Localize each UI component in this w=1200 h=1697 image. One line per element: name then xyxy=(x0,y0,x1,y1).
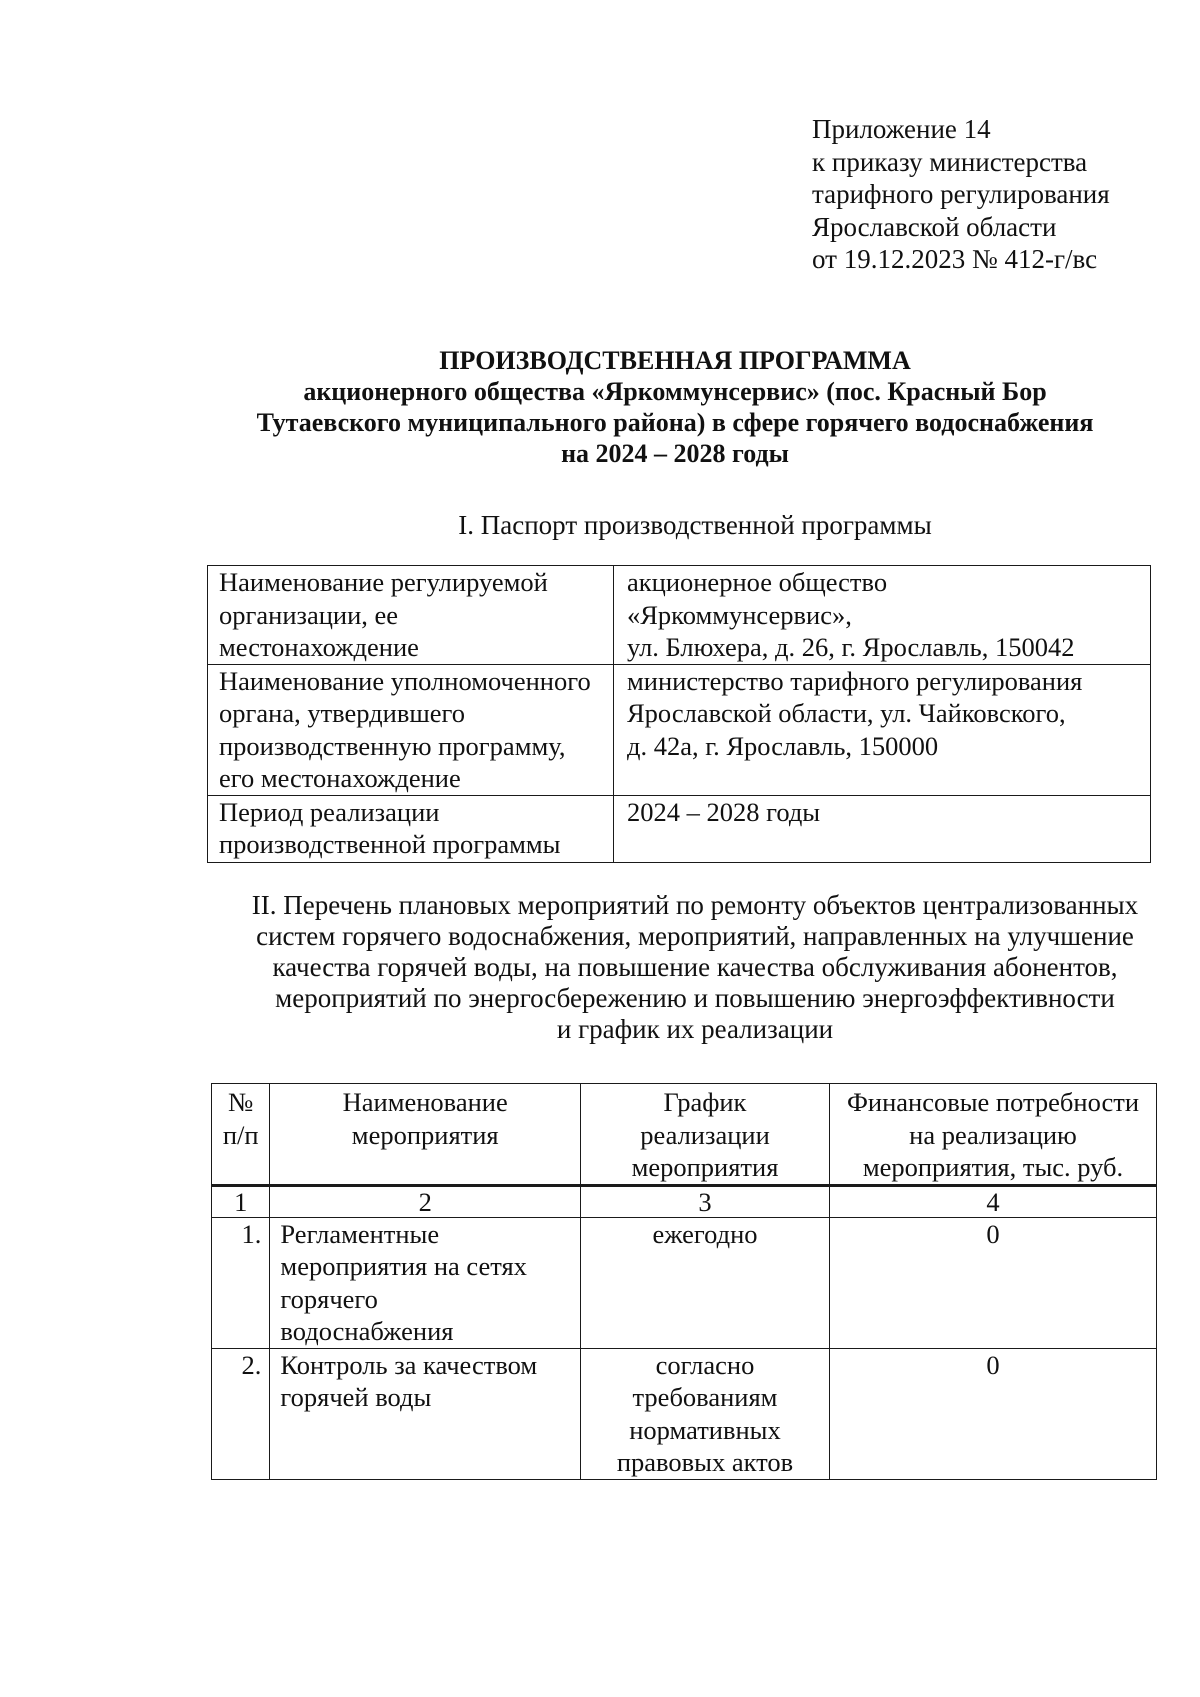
cell-line: его местонахождение xyxy=(219,763,461,793)
cell-line: мероприятия xyxy=(351,1119,499,1150)
column-header-schedule xyxy=(580,1084,829,1186)
cell-line: Наименование уполномоченного xyxy=(219,665,591,696)
column-header-number xyxy=(212,1084,270,1186)
column-number-cell: 2 xyxy=(270,1185,581,1217)
cell-line: акционерное общество xyxy=(627,567,888,597)
cell-line: № xyxy=(228,1087,254,1117)
section-2-heading xyxy=(195,890,1195,1045)
annex-line: к приказу министерства xyxy=(812,146,1088,177)
cell-line: производственной программы xyxy=(219,829,561,859)
column-number-cell: 1 xyxy=(212,1185,270,1217)
table-row xyxy=(208,795,1151,862)
cell-line: Ярославской области, ул. Чайковского, xyxy=(627,698,1066,728)
cell-line: организации, ее xyxy=(219,599,399,630)
passport-label-cell xyxy=(208,664,614,795)
cell-line: Период реализации xyxy=(219,796,440,827)
row-number-cell: 1. xyxy=(212,1217,270,1348)
table-row xyxy=(212,1217,1157,1348)
cell-line: Регламентные xyxy=(280,1218,440,1249)
column-number-cell: 4 xyxy=(830,1185,1157,1217)
section-heading-line: и график их реализации xyxy=(556,1014,834,1044)
title-line: на 2024 – 2028 годы xyxy=(561,439,789,468)
financing-cell: 0 xyxy=(830,1348,1157,1479)
column-header-financing xyxy=(830,1084,1157,1186)
cell-line: «Яркоммунсервис», xyxy=(627,599,852,630)
cell-line: 2024 – 2028 годы xyxy=(627,796,821,827)
passport-value-cell xyxy=(614,664,1151,795)
section-heading-line: II. Перечень плановых мероприятий по ремонту объектов централизованных xyxy=(251,890,1139,920)
table-row xyxy=(208,566,1151,665)
passport-label-cell xyxy=(208,566,614,665)
cell-line: горячего xyxy=(280,1283,378,1314)
cell-line: правовых актов xyxy=(616,1447,794,1477)
title-line: Тутаевского муниципального района) в сфере горячего водоснабжения xyxy=(256,408,1094,437)
cell-line: Финансовые потребности xyxy=(846,1087,1140,1117)
annex-line: тарифного регулирования xyxy=(812,179,1110,209)
cell-line: ул. Блюхера, д. 26, г. Ярославль, 150042 xyxy=(627,632,1075,662)
table-row xyxy=(212,1348,1157,1479)
financing-cell: 0 xyxy=(830,1217,1157,1348)
column-header-activity xyxy=(270,1084,581,1186)
cell-line: требованиям xyxy=(632,1382,778,1412)
cell-line: д. 42а, г. Ярославль, 150000 xyxy=(627,730,939,761)
cell-line: мероприятия на сетях xyxy=(280,1251,527,1281)
section-1-heading xyxy=(195,510,1195,541)
cell-line: Контроль за качеством xyxy=(280,1349,538,1380)
section-heading-line: систем горячего водоснабжения, мероприятий, направленных на улучшение xyxy=(256,921,1134,951)
cell-line: водоснабжения xyxy=(280,1316,454,1346)
cell-line: мероприятия, тыс. руб. xyxy=(862,1152,1124,1182)
cell-line: производственную программу, xyxy=(219,730,566,761)
cell-line: мероприятия xyxy=(631,1152,779,1182)
cell-line: реализации xyxy=(640,1119,770,1150)
schedule-cell xyxy=(580,1348,829,1479)
column-number-row xyxy=(212,1185,1157,1217)
annex-line: Приложение 14 xyxy=(812,114,991,144)
passport-label-cell xyxy=(208,795,614,862)
column-number-cell: 3 xyxy=(580,1185,829,1217)
cell-line: органа, утвердившего xyxy=(219,698,465,728)
table-header-row xyxy=(212,1084,1157,1186)
schedule-cell xyxy=(580,1217,829,1348)
section-heading-line: I. Паспорт производственной программы xyxy=(458,510,932,540)
cell-line: Наименование регулируемой xyxy=(219,567,548,597)
section-heading-line: мероприятий по энергосбережению и повышению энергоэффективности xyxy=(275,983,1115,1013)
passport-value-cell xyxy=(614,566,1151,665)
document-title xyxy=(150,345,1200,469)
title-line: акционерного общества «Яркоммунсервис» (пос. Красный Бор xyxy=(303,377,1047,406)
activity-cell xyxy=(270,1348,581,1479)
cell-line: ежегодно xyxy=(652,1218,758,1249)
cell-line: Наименование xyxy=(342,1087,508,1117)
cell-line: местонахождение xyxy=(219,632,419,662)
annex-line: от 19.12.2023 № 412-г/вс xyxy=(812,244,1098,274)
passport-value-cell xyxy=(614,795,1151,862)
section-heading-line: качества горячей воды, на повышение качества обслуживания абонентов, xyxy=(272,952,1118,982)
cell-line: График xyxy=(663,1087,747,1117)
cell-line: согласно xyxy=(655,1349,755,1380)
title-line: ПРОИЗВОДСТВЕННАЯ ПРОГРАММА xyxy=(439,346,911,375)
activity-cell xyxy=(270,1217,581,1348)
passport-table xyxy=(207,565,1151,863)
table-row xyxy=(208,664,1151,795)
cell-line: на реализацию xyxy=(909,1119,1077,1150)
cell-line: министерство тарифного регулирования xyxy=(627,665,1083,696)
annex-block xyxy=(812,113,1110,276)
cell-line: п/п xyxy=(222,1119,259,1150)
cell-line: горячей воды xyxy=(280,1382,432,1412)
events-table xyxy=(211,1083,1157,1480)
row-number-cell: 2. xyxy=(212,1348,270,1479)
cell-line: нормативных xyxy=(629,1414,781,1445)
annex-line: Ярославской области xyxy=(812,211,1057,242)
